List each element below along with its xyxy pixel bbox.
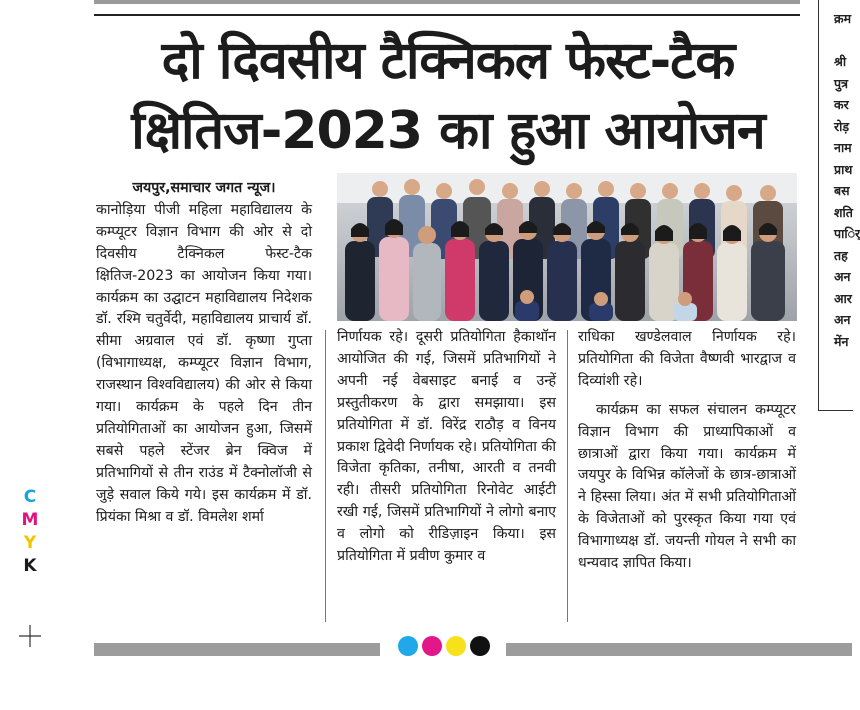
dateline: जयपुर,समाचार जगत न्यूज। — [132, 180, 276, 196]
yellow-dot — [446, 636, 466, 656]
headline-line-1: दो दिवसीय टैक्निकल फेस्ट-टैक — [161, 31, 735, 91]
column-3-para-1: राधिका खण्डेलवाल निर्णायक रहे। प्रतियोगिता की विजेता वैष्णवी भारद्वाज व दिव्यांशी रहे। — [578, 329, 796, 389]
column-3-para-2: कार्यक्रम का सफल संचालन कम्प्यूटर विज्ञान विभाग की प्राध्यापिकाओं व छात्राओं द्वारा किया गया। कार्यक्रम में जयपुर के विभिन्न कॉलेजों के छात्र-छात्राओं ने हिस्सा लिया। अंत में सभी प्रतियोगिताओं के विजेताओं को पुरस्कृत किया गया एवं विभागाध्यक्ष डॉ. जयन्ती गोयल ने सभी का धन्यवाद ज्ञापित किया। — [578, 401, 796, 572]
top-rule — [94, 14, 800, 16]
side-line: कर — [834, 97, 849, 112]
magenta-dot — [422, 636, 442, 656]
side-line: रोड़ — [834, 118, 850, 134]
cyan-dot — [398, 636, 418, 656]
side-line: मेंन — [834, 333, 849, 349]
side-line — [834, 30, 852, 52]
registration-cross-icon — [19, 625, 41, 647]
cmyk-k: K — [23, 556, 37, 576]
side-line: अन — [834, 269, 851, 284]
group-photo — [337, 173, 797, 321]
article-column-1 — [96, 178, 312, 529]
headline-line-2: क्षितिज-2023 का हुआ आयोजन — [131, 101, 765, 161]
side-line: पार्ि — [834, 226, 860, 241]
side-line: आर — [834, 290, 852, 306]
side-line: श्री — [834, 54, 847, 69]
article-column-3 — [578, 327, 796, 575]
column-1-text: कानोड़िया पीजी महिला महाविद्यालय के कम्प्यूटर विज्ञान विभाग की ओर से दो दिवसीय टैक्निकल फेस्ट-टैक क्षितिज-2023 का आयोजन किया गया। कार्यक्रम का उद्घाटन महाविद्यालय निदेशक डॉ. रश्मि चतुर्वेदी, महाविद्यालय प्राचार्य डॉ. सीमा अग्रवाल एवं डॉ. कृष्णा गुप्ता (विभागाध्यक्ष, कम्प्यूटर विज्ञान विभाग, राजस्थान विश्वविद्यालय) की ओर से किया गया। कार्यक्रम के पहले दिन तीन प्रतियोगिताओं का आयोजन हुआ, जिसमें सबसे पहले स्टेंजर ब्रेन क्विज में प्रतिभागियों से तीन राउंड में टैक्नोलॉजी से जुड़े सवाल किये गये। इस कार्यक्रम में डॉ. प्रियंका मिश्रा व डॉ. विमलेश शर्मा — [96, 201, 312, 525]
column-rule-2 — [567, 330, 568, 622]
side-line: बस — [834, 183, 850, 198]
side-line: तह — [834, 247, 848, 263]
column-rule-1 — [325, 330, 326, 622]
cmyk-m: M — [21, 510, 39, 530]
adjacent-column-text — [834, 8, 860, 352]
cmyk-c: C — [23, 487, 37, 507]
group-photo-icon — [337, 173, 797, 321]
side-line: नाम — [834, 140, 852, 155]
column-2-text: निर्णायक रहे। दूसरी प्रतियोगिता हैकाथॉन आयोजित की गई, जिसमें प्रतिभागियों ने अपनी नई वेबसाइट बनाई व उन्हें प्रस्तुतीकरण के द्वारा समझाया। इस प्रतियोगिता में डॉ. विरेंद्र राठौड़ व विनय प्रकाश द्विवेदी निर्णायक रहे। प्रतियोगिता की विजेता कृतिका, तनीषा, आरती व तनवी रही। तीसरी प्रतियोगिता रिनोवेट आईटी रखी गई, जिसमें प्रतिभागियों ने लोगो बनाए व लोगो को रीडिज़ाइन किया। इस प्रतियोगिता में प्रवीण कुमार व — [337, 329, 556, 565]
cmyk-marks — [18, 486, 42, 578]
cmyk-y: Y — [23, 533, 37, 553]
bottom-grey-bar-right — [506, 643, 852, 656]
color-dots — [398, 636, 490, 658]
side-line: पुत्र — [834, 75, 849, 91]
black-dot — [470, 636, 490, 656]
side-line: अन — [834, 312, 851, 327]
side-line: शति — [834, 204, 853, 220]
side-line: प्राथ — [834, 161, 853, 177]
side-line: क्रम — [834, 11, 852, 26]
bottom-grey-bar-left — [94, 643, 380, 656]
headline — [96, 26, 800, 166]
top-grey-bar — [94, 0, 800, 4]
article-column-2 — [337, 327, 556, 568]
